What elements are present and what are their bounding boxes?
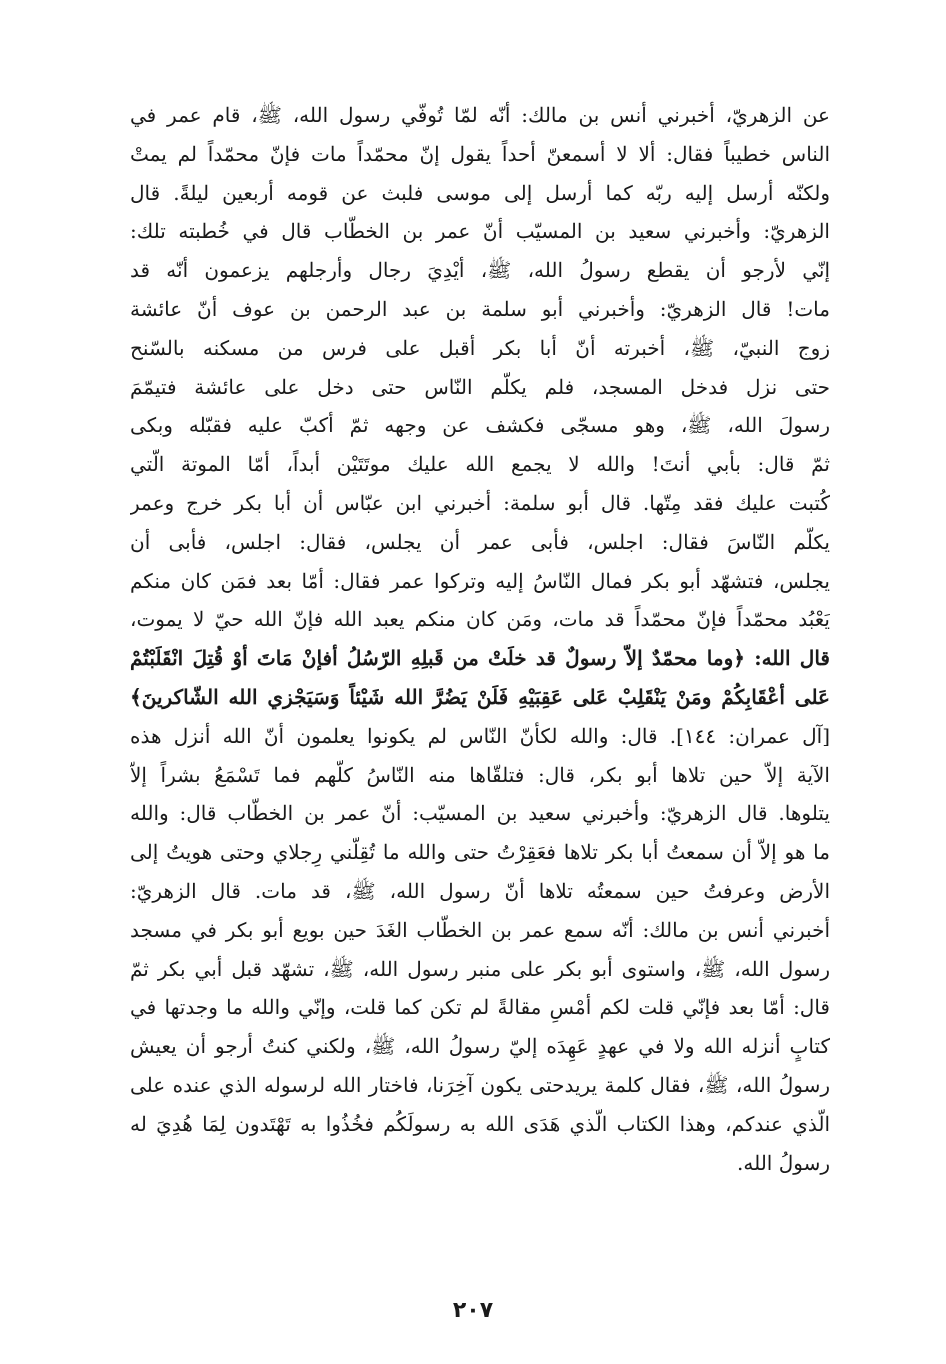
text-line: [آل عمران: ١٤٤]. قال: والله لكأنّ النّاس لم يكونوا يعلمون أنّ الله أنزل هذه	[130, 723, 830, 748]
text-line: زوج النبيّ، ﷺ، أخبرته أنّ أبا بكر أقبل على فرس من مسكنه بالسّنح	[130, 335, 830, 360]
text-line: حتى نزل فدخل المسجد، فلم يكلّم النّاس حتى دخل على عائشة فتيمّمَ	[130, 374, 830, 399]
text-line: إنّي لأرجو أن يقطع رسولُ الله، ﷺ، أيْدِيَ رجال وأرجلهم يزعمون أنّه قد	[130, 258, 830, 283]
text-line: أخبرني أنس بن مالك: أنّه سمع عمر بن الخطّاب الغَدَ حين بويع أبو بكر في مسجد	[130, 917, 830, 942]
text-line: رسول الله، ﷺ، واستوى أبو بكر على منبر رسول الله، ﷺ، تشهّد قبل أبي بكر ثمّ	[130, 956, 830, 981]
page-number: ٢٠٧	[452, 1298, 494, 1323]
text-line: ما هو إلاّ أن سمعتُ أبا بكر تلاها فعَقِرْتُ حتى والله ما تُقِلّني رِجلاي وحتى هويتُ إلى	[130, 840, 830, 865]
text-line: ثمّ قال: بأبي أنتَ! والله لا يجمع الله عليك موتَتَيْن أبداً، أمّا الموتة الّتي	[130, 452, 830, 477]
text-line: قال: أمّا بعد فإنّي قلت لكم أمْسِ مقالةً لم تكن كما قلت، وإنّي والله ما وجدتها في	[130, 995, 830, 1020]
text-line: الزهريّ: وأخبرني سعيد بن المسيّب أنّ عمر بن الخطّاب قال في خُطبته تلك:	[130, 219, 830, 244]
quran-verse-line: عَلى أعْقَابِكُمْ ومَنْ يَنْقَلِبْ عَلى عَقِبَيْهِ فَلَنْ يَضُرَّ الله شَيْئاً وَسَيَجْزي الله الشّاكرينَ﴾	[130, 684, 830, 709]
text-line: يتلوها. قال الزهريّ: وأخبرني سعيد بن المسيّب: أنّ عمر بن الخطّاب قال: والله	[130, 801, 830, 826]
body-text	[130, 96, 830, 1182]
text-line: رسولَ الله، ﷺ، وهو مسجّى فكشف عن وجهه ثمّ أكبّ عليه فقبّله وبكى	[130, 413, 830, 438]
text-line: كتابٍ أنزله الله ولا في عهدٍ عَهِدَه إليّ رسولُ الله، ﷺ، ولكني كنتُ أرجو أن يعيش	[130, 1034, 830, 1059]
text-line: الأرض وعرفتُ حين سمعتُه تلاها أنّ رسول الله، ﷺ، قد مات. قال الزهريّ:	[130, 878, 830, 903]
text-line: يجلس، فتشهّد أبو بكر فمال النّاسُ إليه وتركوا عمر فقال: أمّا بعد فمَن كان منكم	[130, 568, 830, 593]
text-line: ولكنّه أرسل إليه ربّه كما أرسل إلى موسى فلبث عن قومه أربعين ليلةً. قال	[130, 180, 830, 205]
text-line: مات! قال الزهريّ: وأخبرني أبو سلمة بن عبد الرحمن بن عوف أنّ عائشة	[130, 296, 830, 321]
text-line: رسولُ الله.	[737, 1150, 830, 1175]
text-line: يكلّم النّاسَ فقال: اجلس، فأبى عمر أن يجلس، فقال: اجلس، فأبى أن	[130, 529, 830, 554]
text-line: الّذي عندكم، وهذا الكتاب الّذي هَدَى الله به رسولَكُم فخُذُوا به تَهْتَدون لِمَا هُدِيَ له	[130, 1111, 830, 1136]
text-line: الناس خطيباً فقال: ألا لا أسمعنّ أحداً يقول إنّ محمّداً مات فإنّ محمّداً لم يمتْ	[130, 141, 830, 166]
text-line: يَعْبُد محمّداً فإنّ محمّداً قد مات، ومَن كان منكم يعبد الله فإنّ الله حيّ لا يموت،	[130, 607, 830, 632]
text-line: كُتبت عليك فقد مِتّها. قال أبو سلمة: أخبرني ابن عبّاس أن أبا بكر خرج وعمر	[130, 490, 830, 515]
quran-verse-line: قال الله: ﴿وما محمّدٌ إلاّ رسولٌ قد خلَتْ من قَبلِهِ الرّسُلُ أفإنْ مَاتَ أوْ قُتِلَ انْقَلَبْتُمْ	[130, 646, 830, 671]
text-line: عن الزهريّ، أخبرني أنس بن مالك: أنّه لمّا تُوفّي رسول الله، ﷺ، قام عمر في	[130, 103, 830, 127]
text-line: رسولُ الله، ﷺ، فقال كلمة يريدحتى يكون آخِرَنا، فاختار الله لرسوله الذي عنده على	[130, 1072, 830, 1097]
text-line: الآية إلاّ حين تلاها أبو بكر، قال: فتلقّاها منه النّاسُ كلّهم فما تَسْمَعُ بشراً إلاّ	[130, 762, 830, 787]
